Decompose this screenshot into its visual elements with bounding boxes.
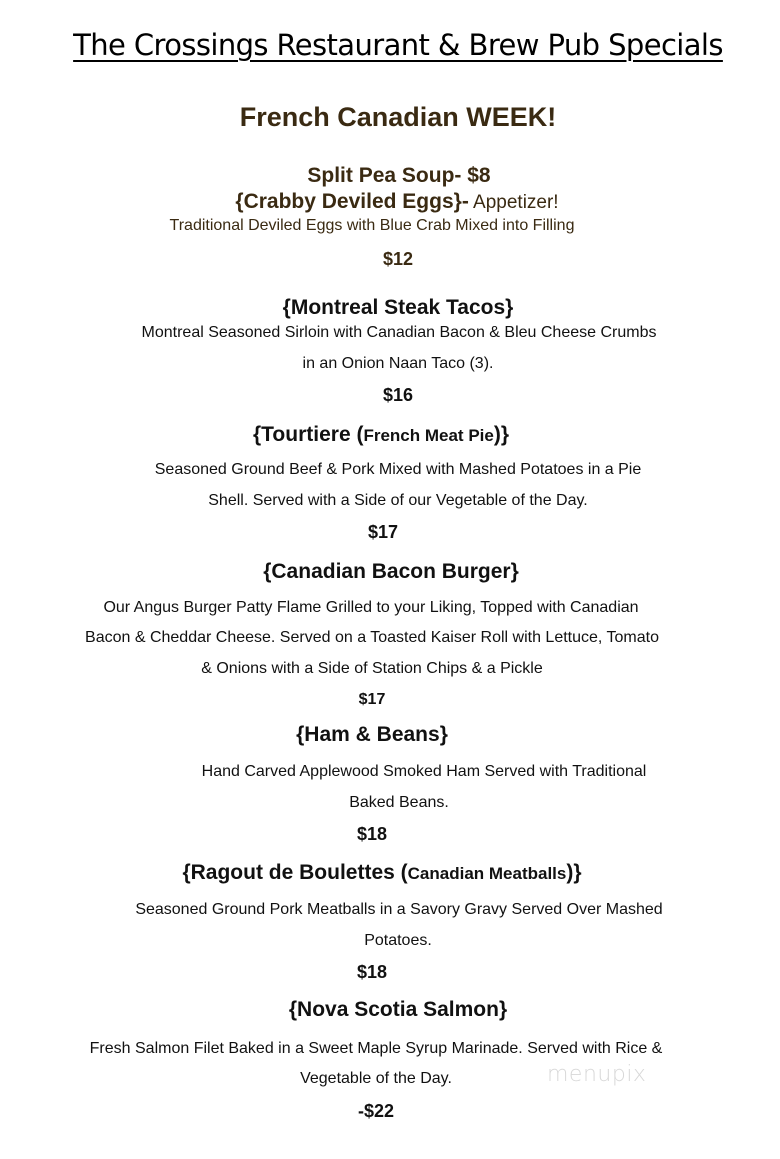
soup-special: Split Pea Soup- $8	[307, 164, 491, 187]
item-name-main: {Tourtiere (	[252, 423, 364, 446]
item-price: $17	[358, 691, 386, 708]
item-name-subtitle: Canadian Meatballs	[407, 864, 567, 883]
item-name-subtitle: French Meat Pie	[363, 426, 494, 445]
appetizer-description: Traditional Deviled Eggs with Blue Crab Mixed into Filling	[169, 217, 575, 234]
item-description-line: & Onions with a Side of Station Chips & a Pickle	[201, 660, 543, 677]
item-description-line: in an Onion Naan Taco (3).	[302, 355, 494, 372]
item-name-ham-and-beans: {Ham & Beans}	[296, 723, 448, 746]
item-name-nova-scotia-salmon: {Nova Scotia Salmon}	[288, 998, 508, 1021]
appetizer-price: $12	[382, 249, 414, 269]
item-description-line: Our Angus Burger Patty Flame Grilled to your Liking, Topped with Canadian	[103, 599, 639, 616]
theme-heading: French Canadian WEEK!	[239, 102, 557, 132]
item-price: $18	[356, 824, 388, 844]
watermark-logo: menupix	[547, 1062, 647, 1087]
item-name-main: {Ragout de Boulettes (	[182, 861, 408, 884]
item-description-line: Seasoned Ground Beef & Pork Mixed with Mashed Potatoes in a Pie	[154, 461, 642, 478]
item-price: $18	[356, 962, 388, 982]
item-description-line: Fresh Salmon Filet Baked in a Sweet Maple Syrup Marinade. Served with Rice &	[89, 1040, 663, 1057]
item-price: -$22	[357, 1101, 395, 1121]
page-title: The Crossings Restaurant & Brew Pub Specials	[73, 28, 723, 62]
item-description-line: Vegetable of the Day.	[300, 1070, 452, 1087]
item-description-line: Potatoes.	[364, 932, 432, 949]
item-price: $17	[367, 522, 399, 542]
item-description-line: Hand Carved Applewood Smoked Ham Served with Traditional	[201, 763, 647, 780]
appetizer-heading	[235, 190, 558, 214]
item-name-ragout-de-boulettes	[182, 861, 581, 885]
item-description-line: Montreal Seasoned Sirloin with Canadian Bacon & Bleu Cheese Crumbs	[141, 324, 657, 341]
item-name-canadian-bacon-burger: {Canadian Bacon Burger}	[263, 560, 519, 583]
item-description-line: Bacon & Cheddar Cheese. Served on a Toasted Kaiser Roll with Lettuce, Tomato	[85, 629, 659, 646]
appetizer-name: {Crabby Deviled Eggs}-	[235, 190, 469, 213]
appetizer-tag: Appetizer!	[468, 192, 559, 213]
item-description-line: Shell. Served with a Side of our Vegetable of the Day.	[208, 492, 588, 509]
item-description-line: Seasoned Ground Pork Meatballs in a Savory Gravy Served Over Mashed	[135, 901, 663, 918]
item-price: $16	[382, 385, 414, 405]
item-name-montreal-steak-tacos: {Montreal Steak Tacos}	[282, 296, 514, 319]
item-name-tourtiere	[253, 423, 509, 447]
item-name-end: )}	[493, 423, 510, 446]
item-description-line: Baked Beans.	[349, 794, 449, 811]
item-name-end: )}	[566, 861, 582, 884]
